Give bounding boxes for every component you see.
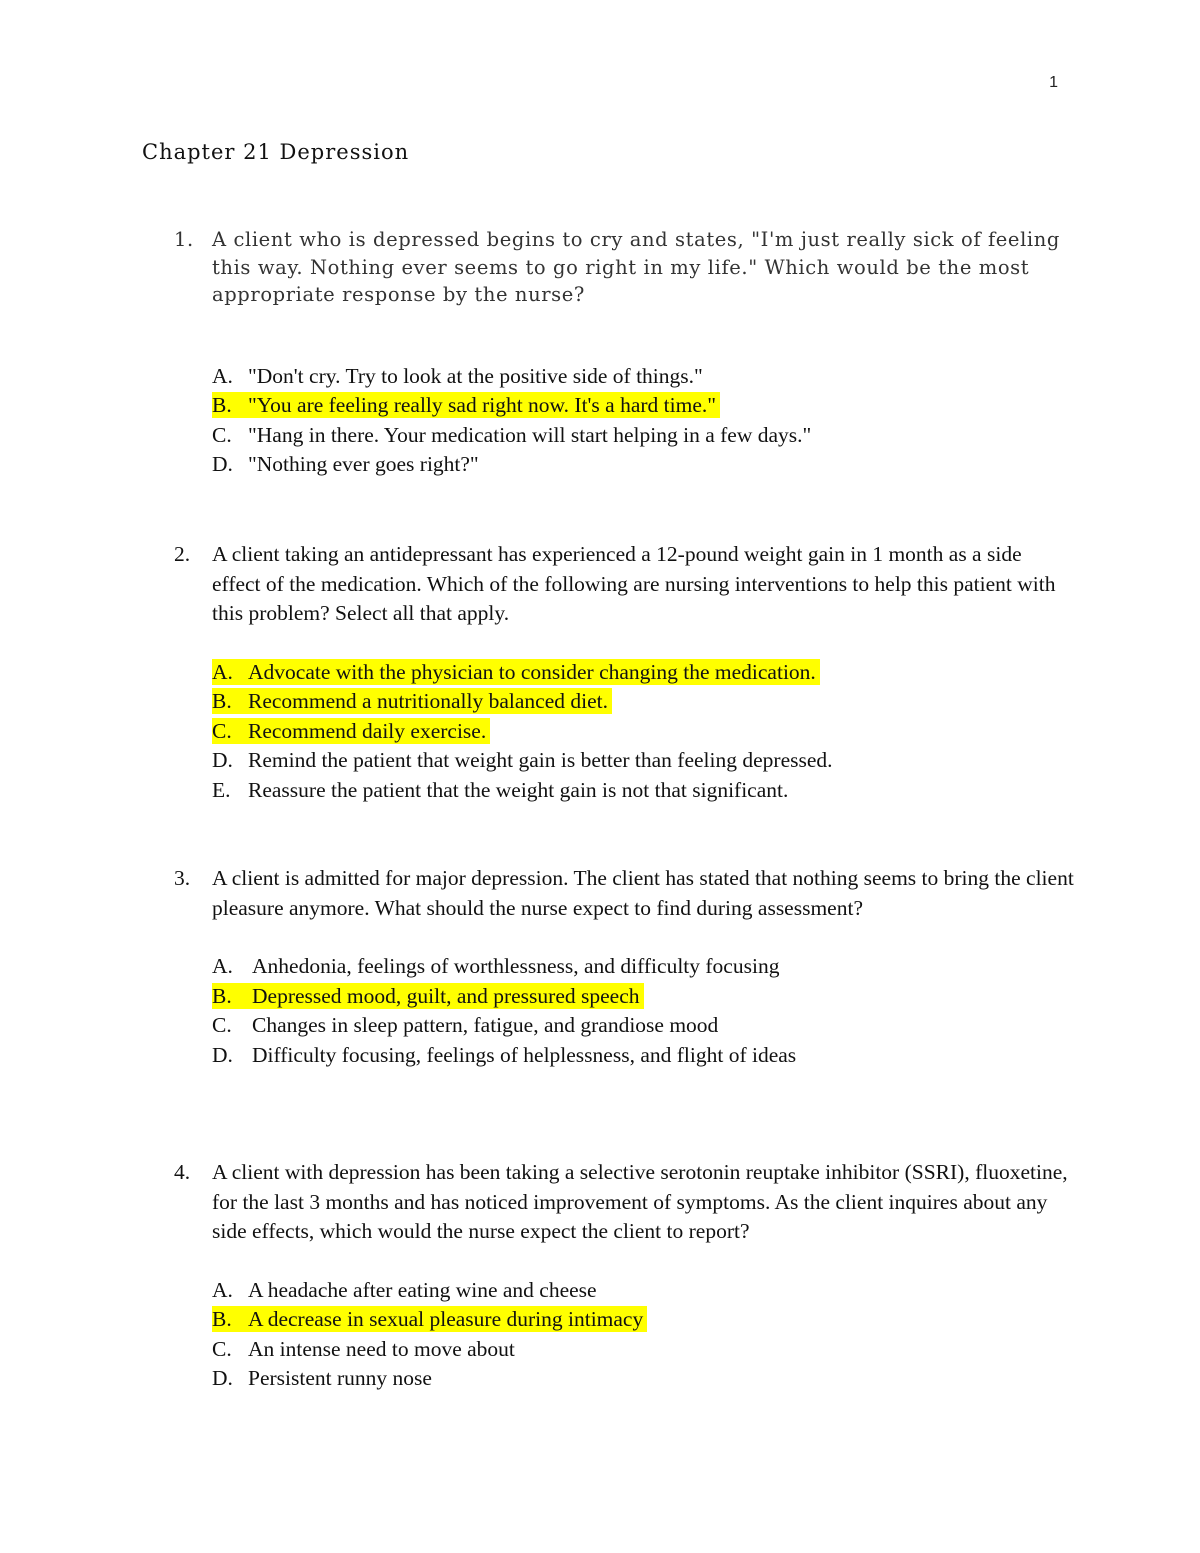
option-text: Anhedonia, feelings of worthlessness, and difficulty focusing bbox=[252, 954, 780, 978]
option-text: Persistent runny nose bbox=[248, 1366, 432, 1390]
option-d[interactable] bbox=[212, 1041, 1074, 1071]
options-list bbox=[174, 362, 1074, 480]
question-stem bbox=[174, 226, 1074, 309]
option-letter: B. bbox=[212, 393, 232, 417]
option-text: Recommend a nutritionally balanced diet. bbox=[248, 689, 609, 713]
option-text: Depressed mood, guilt, and pressured speech bbox=[252, 983, 640, 1008]
option-letter: D. bbox=[212, 452, 233, 476]
chapter-title: Chapter 21 Depression bbox=[142, 140, 410, 164]
option-a[interactable] bbox=[212, 362, 1074, 392]
question-3 bbox=[174, 864, 1074, 1070]
option-letter: A. bbox=[212, 363, 233, 388]
options-list bbox=[174, 952, 1074, 1070]
question-number: 4. bbox=[174, 1160, 191, 1184]
option-letter: B. bbox=[212, 1307, 232, 1331]
option-d[interactable] bbox=[212, 450, 1074, 480]
question-text: A client taking an antidepressant has experienced a 12-pound weight gain in 1 month as a side effect of the medication. Which of the following are nursing interventions to help this patient with this problem? Select all that apply. bbox=[212, 542, 1056, 625]
option-a[interactable] bbox=[212, 952, 1074, 982]
option-c[interactable] bbox=[212, 1011, 1074, 1041]
option-text: Reassure the patient that the weight gain is not that significant. bbox=[248, 777, 789, 802]
option-letter: E. bbox=[212, 777, 231, 802]
question-stem bbox=[174, 864, 1074, 923]
option-text: "Nothing ever goes right?" bbox=[248, 452, 479, 476]
option-text: "You are feeling really sad right now. It's a hard time." bbox=[248, 393, 717, 417]
option-d[interactable] bbox=[212, 746, 1074, 776]
option-letter: D. bbox=[212, 1366, 233, 1390]
options-list bbox=[174, 658, 1074, 806]
option-text: A decrease in sexual pleasure during intimacy bbox=[248, 1307, 644, 1331]
option-letter: C. bbox=[212, 1336, 232, 1361]
option-text: A headache after eating wine and cheese bbox=[248, 1277, 597, 1302]
question-2 bbox=[174, 540, 1074, 805]
option-c[interactable] bbox=[212, 421, 1074, 451]
question-text: A client with depression has been taking a selective serotonin reuptake inhibitor (SSRI), fluoxetine, for the last 3 months and has noticed improvement of symptoms. As the client inquires about any side effects, which would the nurse expect the client to report? bbox=[212, 1160, 1068, 1243]
option-letter: D. bbox=[212, 748, 233, 772]
option-letter: B. bbox=[212, 983, 232, 1008]
option-letter: D. bbox=[212, 1042, 233, 1067]
option-text: "Hang in there. Your medication will start helping in a few days." bbox=[248, 422, 812, 447]
option-text: An intense need to move about bbox=[248, 1336, 515, 1361]
question-stem bbox=[174, 540, 1074, 629]
question-number: 3. bbox=[174, 866, 191, 890]
question-4 bbox=[174, 1158, 1074, 1394]
option-text: Advocate with the physician to consider changing the medication. bbox=[248, 659, 816, 684]
option-letter: C. bbox=[212, 718, 232, 743]
question-text: A client is admitted for major depression. The client has stated that nothing seems to bring the client pleasure anymore. What should the nurse expect to find during assessment? bbox=[212, 866, 1074, 920]
option-a[interactable] bbox=[212, 1276, 1074, 1306]
question-1 bbox=[174, 226, 1074, 480]
option-b-correct[interactable] bbox=[212, 391, 1074, 421]
option-letter: B. bbox=[212, 689, 232, 713]
option-letter: C. bbox=[212, 422, 232, 447]
option-letter: C. bbox=[212, 1013, 232, 1037]
option-letter: A. bbox=[212, 954, 233, 978]
option-e[interactable] bbox=[212, 776, 1074, 806]
option-letter: A. bbox=[212, 659, 233, 684]
option-text: Remind the patient that weight gain is better than feeling depressed. bbox=[248, 748, 833, 772]
option-d[interactable] bbox=[212, 1364, 1074, 1394]
option-b-correct[interactable] bbox=[212, 687, 1074, 717]
option-a-correct[interactable] bbox=[212, 658, 1074, 688]
option-c[interactable] bbox=[212, 1335, 1074, 1365]
question-text: A client who is depressed begins to cry and states, "I'm just really sick of feeling this way. Nothing ever seems to go right in my life." Which would be the most appropriate response by the nurse? bbox=[212, 228, 1060, 306]
question-number: 2. bbox=[174, 542, 191, 566]
option-b-correct[interactable] bbox=[212, 982, 1074, 1012]
option-c-correct[interactable] bbox=[212, 717, 1074, 747]
option-text: Difficulty focusing, feelings of helplessness, and flight of ideas bbox=[252, 1042, 797, 1067]
option-letter: A. bbox=[212, 1277, 233, 1302]
options-list bbox=[174, 1276, 1074, 1394]
option-text: Changes in sleep pattern, fatigue, and grandiose mood bbox=[252, 1013, 719, 1037]
option-text: "Don't cry. Try to look at the positive side of things." bbox=[248, 363, 703, 388]
question-stem bbox=[174, 1158, 1074, 1247]
option-text: Recommend daily exercise. bbox=[248, 718, 487, 743]
page-number: 1 bbox=[1049, 74, 1058, 91]
option-b-correct[interactable] bbox=[212, 1305, 1074, 1335]
question-number: 1. bbox=[174, 228, 194, 251]
